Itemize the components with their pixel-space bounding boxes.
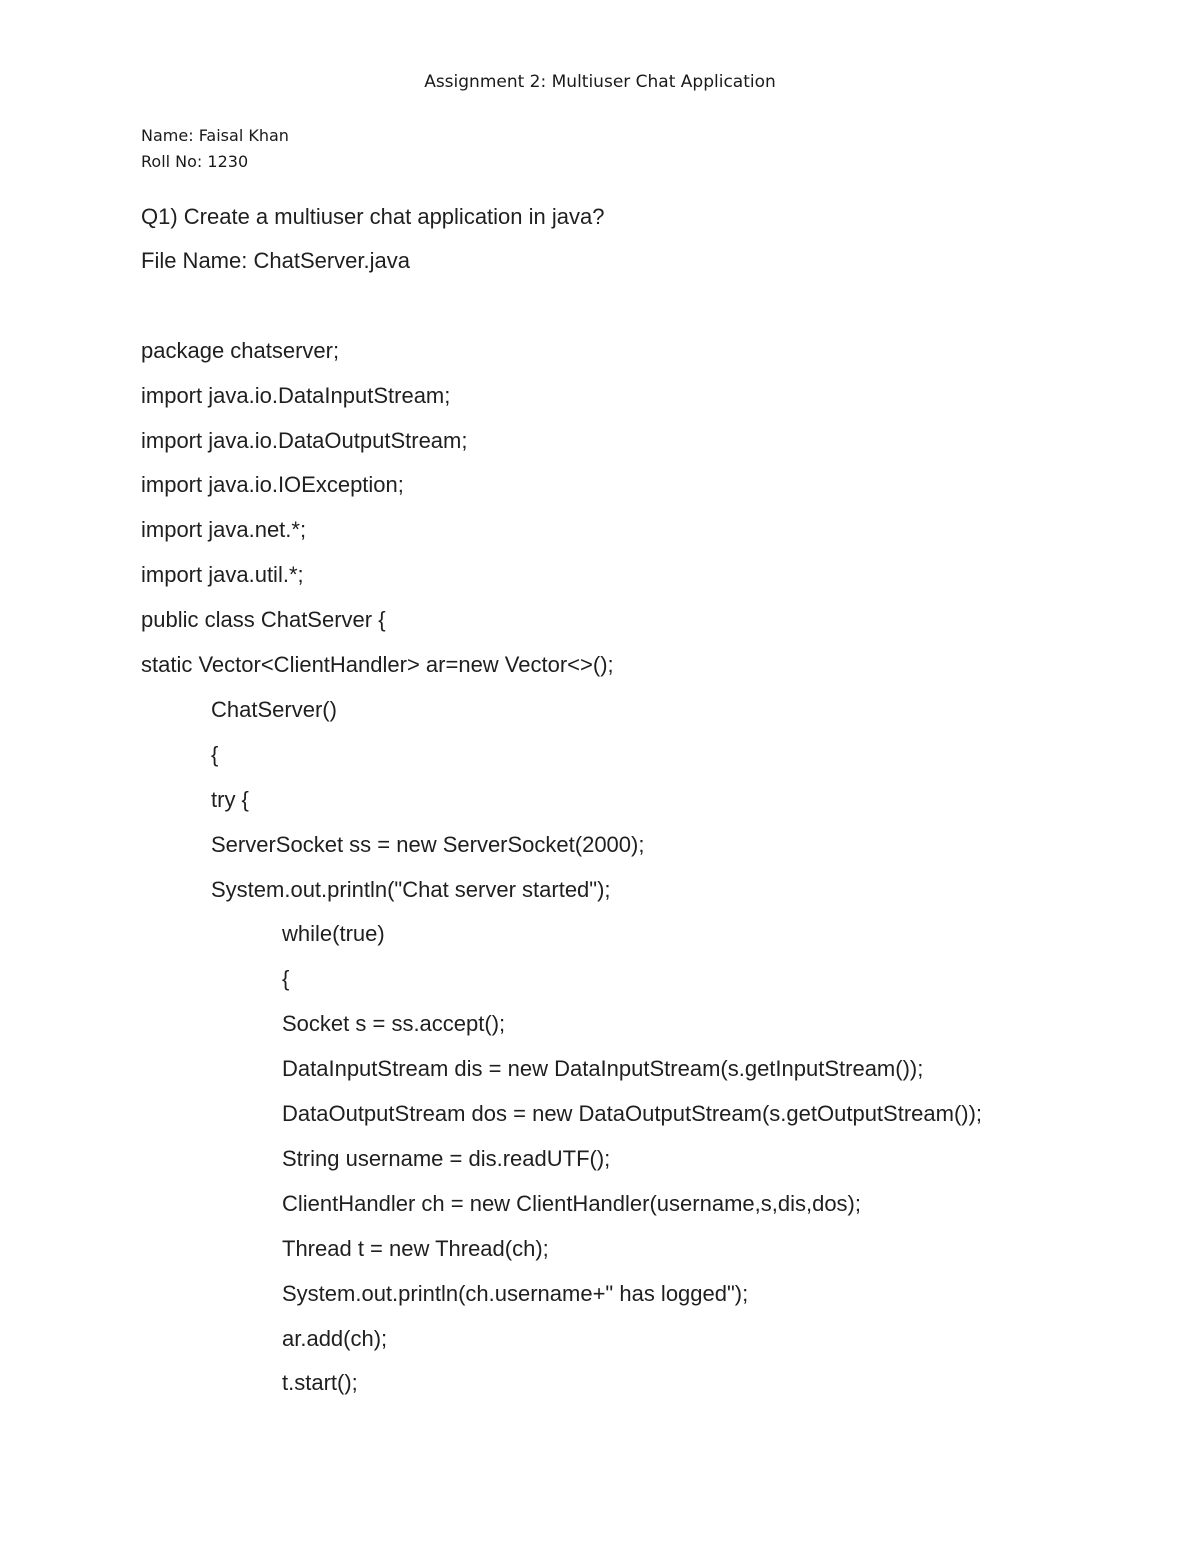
code-line: Socket s = ss.accept(); <box>282 1011 506 1036</box>
code-line: { <box>282 966 290 991</box>
code-line: ServerSocket ss = new ServerSocket(2000); <box>211 832 645 857</box>
code-line: ClientHandler ch = new ClientHandler(username,s,dis,dos); <box>282 1191 861 1216</box>
document-title: Assignment 2: Multiuser Chat Application <box>424 72 776 92</box>
code-line: import java.io.DataInputStream; <box>141 383 451 408</box>
code-line: import java.util.*; <box>141 562 304 587</box>
code-line: Thread t = new Thread(ch); <box>282 1236 549 1261</box>
code-line: import java.io.IOException; <box>141 472 404 497</box>
question-text: Q1) Create a multiuser chat application in java? <box>141 204 605 229</box>
code-line: import java.io.DataOutputStream; <box>141 428 468 453</box>
code-line: while(true) <box>282 921 385 946</box>
code-line: t.start(); <box>282 1370 358 1395</box>
code-line: System.out.println(ch.username+" has logged"); <box>282 1281 749 1306</box>
name-value: Faisal Khan <box>198 126 289 145</box>
code-line: static Vector<ClientHandler> ar=new Vector<>(); <box>141 652 614 677</box>
student-name <box>141 126 289 145</box>
roll-value: 1230 <box>207 152 249 171</box>
code-line: String username = dis.readUTF(); <box>282 1146 611 1171</box>
code-line: try { <box>211 787 249 812</box>
file-name: File Name: ChatServer.java <box>141 248 410 273</box>
code-line: ar.add(ch); <box>282 1326 388 1351</box>
code-line: DataOutputStream dos = new DataOutputStream(s.getOutputStream()); <box>282 1101 983 1126</box>
code-line: ChatServer() <box>211 697 337 722</box>
roll-label: Roll No: <box>141 152 203 171</box>
code-line: System.out.println("Chat server started"); <box>211 877 611 902</box>
student-roll <box>141 152 248 171</box>
code-line: { <box>211 742 219 767</box>
code-line: DataInputStream dis = new DataInputStream(s.getInputStream()); <box>282 1056 924 1081</box>
code-line: package chatserver; <box>141 338 340 363</box>
code-line: public class ChatServer { <box>141 607 386 632</box>
name-label: Name: <box>141 126 194 145</box>
code-line: import java.net.*; <box>141 517 307 542</box>
